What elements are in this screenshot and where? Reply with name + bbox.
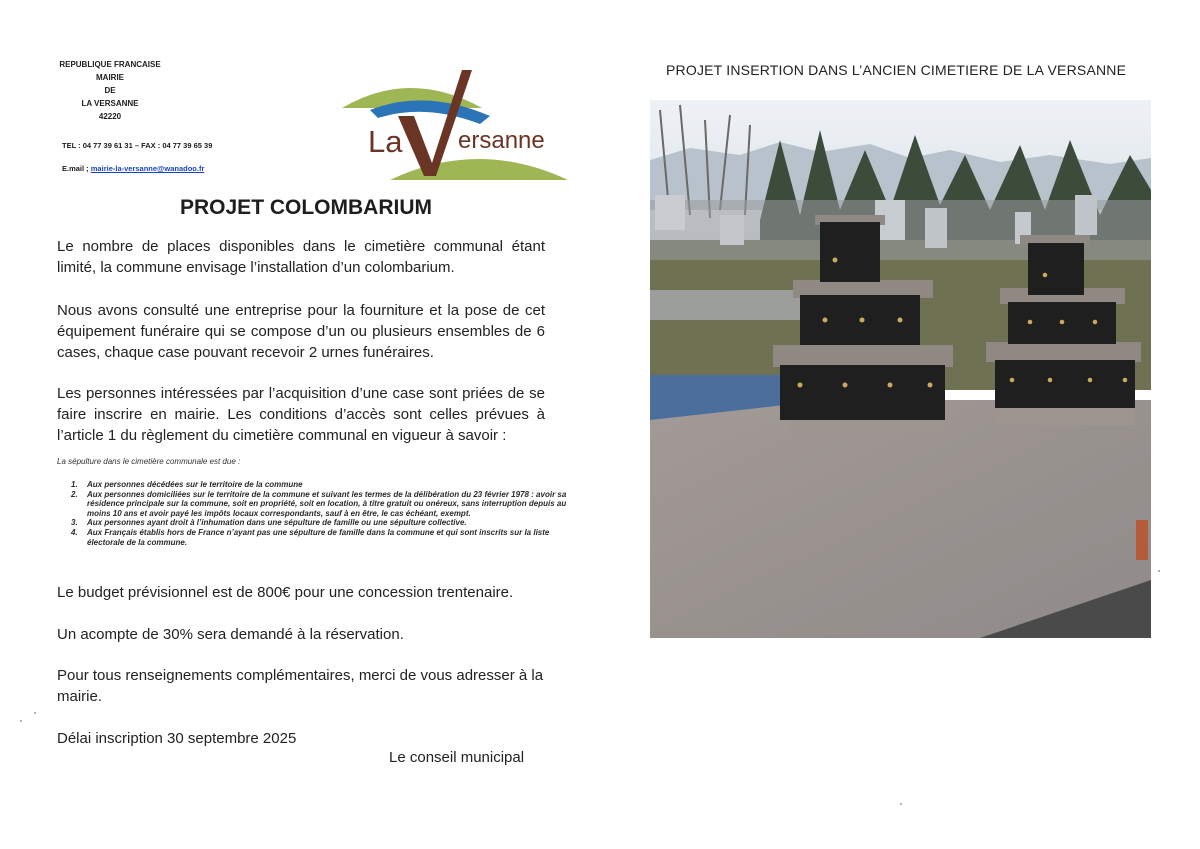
email-label: E.mail ; xyxy=(62,164,91,173)
email-line xyxy=(62,164,204,173)
scan-speck xyxy=(1158,570,1160,572)
scan-speck xyxy=(900,803,902,805)
conditions-intro: La sépulture dans le cimetière communale est due : xyxy=(57,457,241,466)
logo-text-la: La xyxy=(368,124,403,159)
logo-bottom-hill xyxy=(390,159,568,180)
paragraph-deposit: Un acompte de 30% sera demandé à la réservation. xyxy=(57,626,404,643)
photo-caption-title: PROJET INSERTION DANS L’ANCIEN CIMETIERE DE LA VERSANNE xyxy=(666,62,1127,78)
headstone xyxy=(720,215,744,245)
phone-fax: TEL : 04 77 39 61 31 – FAX : 04 77 39 65 39 xyxy=(62,141,213,150)
list-item: 3. Aux personnes ayant droit à l’inhumation dans une sépulture de famille ou une sépulture collective. xyxy=(71,518,467,528)
cemetery-photo xyxy=(650,100,1151,638)
list-item: 2. Aux personnes domiciliées sur le territoire de la commune et suivant les termes de la délibération du 23 février 1978 : avoir sa résidence principale sur la commune, soit en propriété, soit en location, à titre gratuit ou onéreux, sans interruption depuis au moins 10 ans et avoir payé les impôts locaux correspondants, sauf à en être, le cas échéant, exempt. xyxy=(71,489,567,518)
header-line: MAIRIE xyxy=(96,73,124,82)
signature: Le conseil municipal xyxy=(389,749,525,766)
page-title: PROJET COLOMBARIUM xyxy=(180,196,432,219)
paragraph-equipment: Nous avons consulté une entreprise pour la fourniture et la pose de cet équipement funéraire qui se compose d’un ou plusieurs ensembles de 6 cases, chaque case pouvant recevoir 2 urnes funéraires. xyxy=(57,302,545,361)
header-line: 42220 xyxy=(98,112,122,121)
retaining-wall xyxy=(650,290,810,320)
scan-speck xyxy=(34,712,36,714)
list-item: 1. Aux personnes décédées sur le territoire de la commune xyxy=(71,480,303,489)
paragraph-intro: Le nombre de places disponibles dans le cimetière communal étant limité, la commune envisage l’installation d’un colombarium. xyxy=(57,238,545,276)
headstone xyxy=(1075,195,1097,235)
concrete-slab xyxy=(650,400,1151,638)
email-link[interactable]: mairie-la-versanne@wanadoo.fr xyxy=(90,164,205,173)
headstone xyxy=(925,208,947,248)
headstone xyxy=(655,195,685,230)
conditions-list xyxy=(57,480,577,547)
flower-pot xyxy=(1136,520,1148,560)
paragraph-deadline: Délai inscription 30 septembre 2025 xyxy=(57,730,297,747)
scan-speck xyxy=(20,720,22,722)
header-line: REPUBLIQUE FRANCAISE xyxy=(59,60,161,69)
la-versanne-logo xyxy=(340,68,570,183)
header-line: DE xyxy=(104,86,116,95)
mairie-header xyxy=(50,58,170,123)
paragraph-budget: Le budget prévisionnel est de 800€ pour une concession trentenaire. xyxy=(57,584,514,601)
header-line: LA VERSANNE xyxy=(81,99,139,108)
paragraph-contact: Pour tous renseignements complémentaires, merci de vous adresser à la mairie. xyxy=(57,667,544,705)
logo-text-rest: ersanne xyxy=(458,127,545,154)
paragraph-conditions: Les personnes intéressées par l’acquisition d’une case sont priées de se faire inscrire en mairie. Les conditions d’accès sont celles prévues à l’article 1 du règlement du cimetière communal en vigueur à savoir : xyxy=(57,385,545,444)
list-item: 4. Aux Français établis hors de France n’ayant pas une sépulture de famille dans la commune et qui sont inscrits sur la liste électorale de la commune. xyxy=(71,527,550,547)
